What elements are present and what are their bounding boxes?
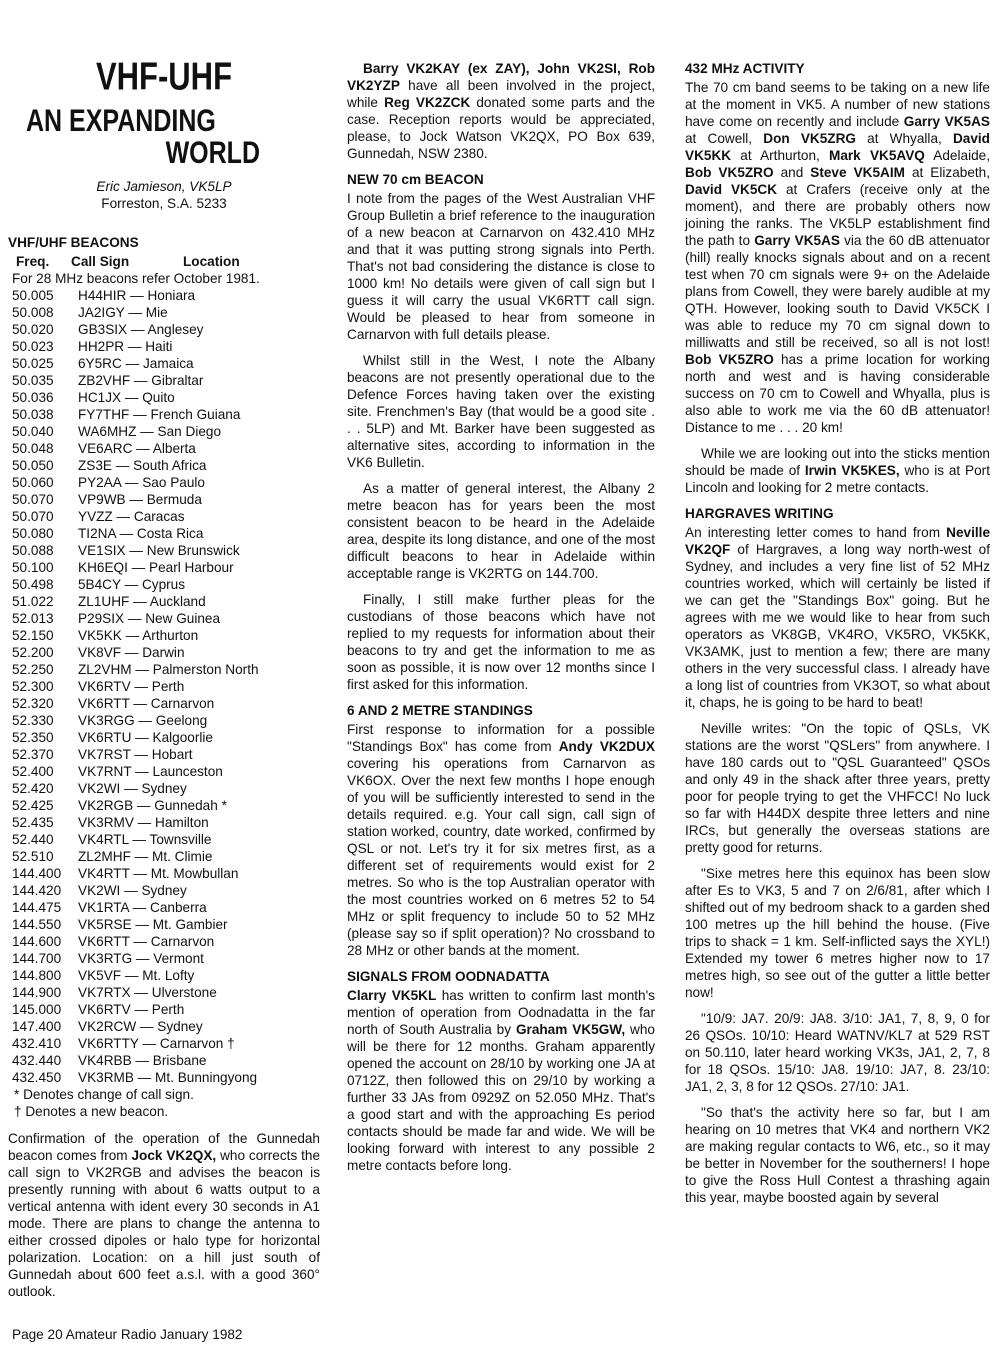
beacon-row [12, 457, 320, 474]
beacon-row [12, 814, 320, 831]
beacon-freq: 52.320 [12, 696, 54, 711]
beacon-freq: 144.550 [12, 917, 62, 932]
beacon-freq: 52.425 [12, 798, 54, 813]
text-run: and [773, 165, 811, 180]
oodnadatta-heading: SIGNALS FROM OODNADATTA [347, 969, 550, 984]
beacon-freq: 50.100 [12, 560, 54, 575]
beacon-row [12, 712, 320, 729]
beacon-row [12, 321, 320, 338]
oodnadatta-p1d: who will be there for 12 months. Graham apparently opened the account on 28/10 by working one JA at 0712Z, then followed this on 29/10 by working a further 33 JAs from 0929Z on 52.050 MHz. That's a good start and with the approaching Es period contacts should be made far and wide. We will be looking forward with interest to any possible 2 metre contacts before long. [347, 1022, 655, 1173]
article-title [8, 54, 320, 171]
beacon-freq: 50.020 [12, 322, 54, 337]
beacon-row [12, 542, 320, 559]
beacon-freq: 52.200 [12, 645, 54, 660]
beacon-freq: 52.330 [12, 713, 54, 728]
beacon-callsign-location: VK3RGG — Geelong [78, 713, 208, 728]
standings-p1a: First response to information for a possible "Standings Box" has come from [347, 722, 655, 754]
beacon-row [12, 695, 320, 712]
beacons-table-header [16, 253, 320, 270]
beacon-callsign-location: ZS3E — South Africa [78, 458, 207, 473]
beacon-callsign-location: H44HIR — Honiara [78, 288, 196, 303]
beacon-freq: 52.300 [12, 679, 54, 694]
beacon-freq: 52.420 [12, 781, 54, 796]
beacon-freq: 432.440 [12, 1053, 62, 1068]
text-run: Adelaide, [924, 148, 990, 163]
beacon-callsign-location: VK2WI — Sydney [78, 781, 187, 796]
title-line-3: WORLD [165, 135, 260, 171]
column-2 [347, 60, 655, 1183]
beacon-row [12, 525, 320, 542]
callsign-name: Reg VK2ZCK [384, 95, 471, 110]
beacon-freq: 52.400 [12, 764, 54, 779]
beacon-note-changed: * Denotes change of call sign. [14, 1087, 194, 1102]
beacon-row [12, 508, 320, 525]
callsign-name: Steve VK5AIM [810, 165, 905, 180]
text-run: Confirmation of the operation of the Gunnedah beacon comes from [8, 1131, 320, 1163]
oodnadatta-p1 [347, 987, 655, 1174]
beacon-row [12, 831, 320, 848]
beacon-row [12, 304, 320, 321]
beacon-freq: 52.350 [12, 730, 54, 745]
page-footer: Page 20 Amateur Radio January 1982 [12, 1327, 243, 1342]
text-run: at Crafers (receive only at the moment), and there are probably others now joining the ranks. The VK5LP establishment find the path to [685, 182, 990, 248]
oodnadatta-clarry: Clarry VK5KL [347, 988, 437, 1003]
beacon-callsign-location: VK3RTG — Vermont [78, 951, 204, 966]
beacon-row [12, 984, 320, 1001]
beacon-callsign-location: HH2PR — Haiti [78, 339, 173, 354]
beacon-freq: 432.410 [12, 1036, 62, 1051]
beacon-row [12, 644, 320, 661]
beacon-callsign-location: PY2AA — Sao Paulo [78, 475, 205, 490]
text-run: An interesting letter comes to hand from [685, 525, 947, 540]
beacon-freq: 52.150 [12, 628, 54, 643]
callsign-name: David VK5CK [685, 182, 778, 197]
standings-heading: 6 AND 2 METRE STANDINGS [347, 703, 533, 718]
byline-author: Eric Jamieson, VK5LP [96, 179, 232, 194]
beacon-freq: 50.050 [12, 458, 54, 473]
beacon-freq: 50.005 [12, 288, 54, 303]
beacon-callsign-location: ZL1UHF — Auckland [78, 594, 206, 609]
callsign-name: David VK5KK [685, 131, 990, 163]
beacon-row [12, 1069, 320, 1086]
beacon-row [12, 661, 320, 678]
beacon-callsign-location: VK5RSE — Mt. Gambier [78, 917, 228, 932]
beacon-row [12, 389, 320, 406]
oodnadatta-graham: Graham VK5GW, [515, 1022, 626, 1037]
text-run: at Elizabeth, [904, 165, 990, 180]
beacon-freq: 50.080 [12, 526, 54, 541]
beacon-row [12, 933, 320, 950]
beacon-callsign-location: VK7RST — Hobart [78, 747, 193, 762]
beacon-callsign-location: VK6RTTY — Carnarvon † [78, 1036, 235, 1051]
beacon-freq: 50.036 [12, 390, 54, 405]
beacon-freq: 51.022 [12, 594, 54, 609]
text-run: at Arthurton, [731, 148, 829, 163]
beacon-freq: 50.070 [12, 509, 54, 524]
beacons-heading: VHF/UHF BEACONS [8, 235, 139, 250]
beacon-row [12, 678, 320, 695]
beacon-callsign-location: VK7RTX — Ulverstone [78, 985, 217, 1000]
beacon-row [12, 287, 320, 304]
text-run: has a prime location for working north and west and is having considerable success on 70 cm to Cowell and Whyalla, plus is also able to work me via the 60 dB attenuator! Distance to me . . . 20 km! [685, 352, 990, 435]
beacon-freq: 50.060 [12, 475, 54, 490]
beacon-callsign-location: VK4RBB — Brisbane [78, 1053, 207, 1068]
column-3 [685, 60, 990, 1215]
beacon-row [12, 1052, 320, 1069]
beacon-row [12, 882, 320, 899]
standings-andy: Andy VK2DUX [558, 739, 655, 754]
beacon-callsign-location: VK3RMB — Mt. Bunningyong [78, 1070, 258, 1085]
activity432-p2 [685, 445, 990, 496]
hargraves-p5: "So that's the activity here so far, but I am hearing on 10 metres that VK4 and northern VK2 are making regular contacts to W6, etc., so it may be better in November for the southerners! I hope to give the Ross Hull Contest a thrashing again this year, maybe boosted again by several [685, 1105, 990, 1205]
beacon-row [12, 746, 320, 763]
column-1 [8, 54, 321, 1309]
beacon-callsign-location: VK1RTA — Canberra [78, 900, 207, 915]
beacon-callsign-location: WA6MHZ — San Diego [78, 424, 222, 439]
standings-p1c: covering his operations from Carnarvon as VK6OX. Over the next few months I hope enough of you will be sufficiently interested to send in the details required. e.g. Your call sign, call sign of station worked, country, date worked, confirmed by QSL or not. Let's try it for six metres first, as a different set of requirements would exist for 2 metres. So who is the top Australian operator with the most countries worked on 6 metres 52 to 54 MHz or split frequency to include 50 to 52 MHz (please say so if split operation)? No crossband to 28 MHz or other bands at the moment. [347, 756, 655, 958]
text-run: at Cowell, [685, 131, 764, 146]
beacon70-p1: I note from the pages of the West Australian VHF Group Bulletin a brief reference to the inauguration of a new beacon at Carnarvon on 432.410 MHz and that it was putting strong signals into Perth. That's not bad considering the distance is close to 1000 km! No details were given of call sign but I guess it will carry the usual VK6RTT call sign. Would be pleased to hear from someone in Carnarvon with full details please. [347, 191, 655, 342]
byline-location: Forreston, S.A. 5233 [101, 196, 227, 211]
beacon-callsign-location: VK2RCW — Sydney [78, 1019, 203, 1034]
beacon-row [12, 355, 320, 372]
beacon-callsign-location: VE1SIX — New Brunswick [78, 543, 240, 558]
text-run: of Hargraves, a long way north-west of Sydney, and includes a very fine list of 52 MHz countries worked, which will certainly be listed if we can get the "Standings Box" going. But he agrees with me we would like to hear from such operators as VK8GB, VK4RO, VK5RO, VK5KK, VK3AMK, just to mention a few; there are many others in the very successful class. I already have a long list of countries from VK3OT, so what about it, chaps, he is going to be hard to beat! [685, 542, 990, 710]
gunnedah-paragraph [8, 1130, 320, 1300]
beacon-row [12, 576, 320, 593]
beacon-callsign-location: VK7RNT — Launceston [78, 764, 223, 779]
beacon-row [12, 559, 320, 576]
beacon-freq: 50.088 [12, 543, 54, 558]
beacon-callsign-location: VK5VF — Mt. Lofty [78, 968, 195, 983]
beacon-freq: 52.440 [12, 832, 54, 847]
beacon-freq: 52.370 [12, 747, 54, 762]
beacon-callsign-location: VK3RMV — Hamilton [78, 815, 209, 830]
beacons-intro: For 28 MHz beacons refer October 1981. [12, 271, 260, 286]
text-run: The 70 cm band seems to be taking on a new life at the moment in VK5. A number of new stations have come on recently and include [685, 80, 990, 129]
beacon-freq: 147.400 [12, 1019, 62, 1034]
hargraves-heading: HARGRAVES WRITING [685, 506, 834, 521]
beacon-row [12, 899, 320, 916]
beacons-table [8, 287, 320, 1086]
beacon70-p3: As a matter of general interest, the Albany 2 metre beacon has for years been the most consistent beacon to be heard in the Adelaide area, despite its long distance, and one of the most difficult beacons to hear in Adelaide within acceptable range is VK2RTG on 144.700. [347, 481, 655, 581]
beacon-callsign-location: VK6RTT — Carnarvon [78, 696, 215, 711]
beacon-callsign-location: 5B4CY — Cyprus [78, 577, 186, 592]
beacon-freq: 50.023 [12, 339, 54, 354]
beacon-row [12, 797, 320, 814]
beacon-row [12, 763, 320, 780]
beacon-freq: 50.498 [12, 577, 54, 592]
beacon-callsign-location: VK5KK — Arthurton [78, 628, 199, 643]
activity432-heading: 432 MHz ACTIVITY [685, 61, 805, 76]
oodnadatta-p1b: has written to confirm last month's mention of operation from Oodnadatta in the far north of South Australia by [347, 988, 655, 1037]
beacon-row [12, 916, 320, 933]
beacon70-p2: Whilst still in the West, I note the Albany beacons are not presently operational due to the Defence Forces having taken over the existing site. Frenchmen's Bay (that would be a good site . . . 5LP) and Mt. Barker have been suggested as alternative sites, according to information in the VK6 Bulletin. [347, 353, 655, 470]
beacon-callsign-location: VK6RTV — Perth [78, 1002, 185, 1017]
beacon-row [12, 440, 320, 457]
beacon-freq: 50.025 [12, 356, 54, 371]
hargraves-p3: "Sixe metres here this equinox has been slow after Es to VK3, 5 and 7 on 2/6/81, after which I shifted out of my bedroom shack to a garden shed 100 metres up the hill behind the house. (Five trips to shack = 1 km. Self-inflicted says the XYL!) Extended my tower 6 metres higher now to 17 metres high, so see out of the gutter a little better now! [685, 866, 990, 1000]
beacon-callsign-location: ZB2VHF — Gibraltar [78, 373, 204, 388]
beacon-callsign-location: JA2IGY — Mie [78, 305, 168, 320]
beacon-freq: 52.013 [12, 611, 54, 626]
beacon-freq: 50.048 [12, 441, 54, 456]
callsign-name: Irwin VK5KES, [804, 463, 900, 478]
callsign-name: Jock VK2QX, [131, 1148, 217, 1163]
beacon-callsign-location: VK6RTU — Kalgoorlie [78, 730, 213, 745]
beacon-row [12, 474, 320, 491]
callsign-name: Mark VK5AVQ [829, 148, 925, 163]
beacon-callsign-location: VP9WB — Bermuda [78, 492, 202, 507]
project-credits-paragraph [347, 60, 655, 162]
callsign-name: Garry VK5AS [754, 233, 840, 248]
beacon-freq: 144.800 [12, 968, 62, 983]
beacon-callsign-location: VK4RTT — Mt. Mowbullan [78, 866, 239, 881]
title-line-1: VHF-UHF [95, 54, 233, 99]
beacon-freq: 144.475 [12, 900, 62, 915]
beacon-callsign-location: YVZZ — Caracas [78, 509, 185, 524]
beacon-freq: 145.000 [12, 1002, 62, 1017]
beacon-callsign-location: ZL2MHF — Mt. Climie [78, 849, 213, 864]
beacon-callsign-location: VK6RTV — Perth [78, 679, 185, 694]
beacon-callsign-location: VK8VF — Darwin [78, 645, 185, 660]
beacon-row [12, 967, 320, 984]
callsign-name: Bob VK5ZRO [685, 352, 774, 367]
beacon-callsign-location: TI2NA — Costa Rica [78, 526, 204, 541]
beacon-callsign-location: HC1JX — Quito [78, 390, 175, 405]
beacon-row [12, 372, 320, 389]
beacon-callsign-location: FY7THF — French Guiana [78, 407, 241, 422]
beacon-freq: 144.900 [12, 985, 62, 1000]
beacon-freq: 52.435 [12, 815, 54, 830]
beacon-note-new: † Denotes a new beacon. [14, 1104, 169, 1119]
beacon-freq: 50.008 [12, 305, 54, 320]
text-run: at Whyalla, [855, 131, 953, 146]
hargraves-p1 [685, 524, 990, 711]
beacon-row [12, 406, 320, 423]
beacon-callsign-location: VK2WI — Sydney [78, 883, 187, 898]
beacon-callsign-location: 6Y5RC — Jamaica [78, 356, 194, 371]
beacon-row [12, 338, 320, 355]
beacon-callsign-location: ZL2VHM — Palmerston North [78, 662, 259, 677]
beacon-callsign-location: VK4RTL — Townsville [78, 832, 212, 847]
beacon-freq: 52.510 [12, 849, 54, 864]
beacon-row [12, 950, 320, 967]
beacon-freq: 144.700 [12, 951, 62, 966]
text-run: have all been involved in the project, while [347, 78, 655, 110]
beacon-callsign-location: GB3SIX — Anglesey [78, 322, 204, 337]
byline [8, 178, 320, 212]
beacon-callsign-location: VK2RGB — Gunnedah * [78, 798, 227, 813]
beacon-row [12, 593, 320, 610]
beacon70-p4: Finally, I still make further pleas for the custodians of those beacons which have not replied to my requests for information about their beacons to try and get the information to me as soon as possible, it is now over 12 months since I first asked for this information. [347, 592, 655, 692]
beacon-freq: 144.420 [12, 883, 62, 898]
beacon-row [12, 491, 320, 508]
beacon-freq: 50.040 [12, 424, 54, 439]
activity432-p1 [685, 79, 990, 436]
beacon-freq: 50.038 [12, 407, 54, 422]
callsign-name: Garry VK5AS [903, 114, 990, 129]
col-header-freq: Freq. [16, 254, 50, 269]
beacon-freq: 50.070 [12, 492, 54, 507]
beacon-row [12, 610, 320, 627]
col-header-callsign: Call Sign [71, 254, 130, 269]
beacon-freq: 50.035 [12, 373, 54, 388]
beacon-row [12, 848, 320, 865]
beacon-freq: 432.450 [12, 1070, 62, 1085]
beacon-row [12, 1001, 320, 1018]
text-run: who is at Port Lincoln and looking for 2 metre contacts. [685, 463, 990, 495]
text-run: via the 60 dB attenuator (hill) really knocks signals about and on a recent test when 70 cm signals were 9+ on the Adelaide plans from Cowell, they were barely audible at my QTH. However, looking south to David VK5CK I was able to reduce my 70 cm signal down to milliwatts and still be received, so all is not lost! [685, 233, 990, 350]
beacon-row [12, 1035, 320, 1052]
title-line-2: AN EXPANDING [26, 103, 216, 139]
standings-p1 [347, 721, 655, 959]
beacon-row [12, 865, 320, 882]
text-run: While we are looking out into the sticks mention should be made of [685, 446, 990, 478]
beacon-freq: 144.400 [12, 866, 62, 881]
beacon-freq: 52.250 [12, 662, 54, 677]
beacon-row [12, 423, 320, 440]
beacon-row [12, 729, 320, 746]
beacon-row [12, 1018, 320, 1035]
hargraves-p4: "10/9: JA7. 20/9: JA8. 3/10: JA1, 7, 8, 9, 0 for 26 QSOs. 10/10: Heard WATNV/KL7 at 529 RST on 50.110, later heard working VK3s, JA1, 2, 7, 8 for 18 QSOs. 15/10: JA8. 19/10: JA7, 8. 23/10: JA1, 2, 3, 8 for 12 QSOs. 27/10: JA1. [685, 1011, 990, 1094]
text-run: donated some parts and the case. Reception reports would be appreciated, please, to Jock Watson VK2QX, PO Box 639, Gunnedah, NSW 2380. [347, 95, 655, 161]
text-run: who corrects the call sign to VK2RGB and advises the beacon is presently running with about 6 watts output to a vertical antenna with ident every 30 seconds in A1 mode. There are plans to change the antenna to either crossed dipoles or halo type for horizontal polarization. Location: on a hill just south of Gunnedah about 600 feet a.s.l. with a good 360° outlook. [8, 1148, 321, 1299]
beacon-row [12, 780, 320, 797]
beacon70-heading: NEW 70 cm BEACON [347, 172, 484, 187]
beacon-callsign-location: P29SIX — New Guinea [78, 611, 221, 626]
hargraves-p2: Neville writes: "On the topic of QSLs, VK stations are the worst "QSLers" from anywhere. I have 180 cards out to "QSL Guaranteed" QSOs and only 49 in the shack after three years, pretty poor for people trying to get the VHFCC! No luck so far with H44DX despite three letters and nine IRCs, but generally the overseas stations are pretty good for returns. [685, 721, 990, 855]
callsign-name: Neville VK2QF [685, 525, 990, 557]
col-header-location: Location [183, 254, 240, 269]
callsign-name: Barry VK2KAY (ex ZAY), John VK2SI, Rob VK2YZP [347, 61, 655, 93]
callsign-name: Don VK5ZRG [763, 131, 856, 146]
beacon-callsign-location: VE6ARC — Alberta [78, 441, 196, 456]
beacon-callsign-location: VK6RTT — Carnarvon [78, 934, 215, 949]
callsign-name: Bob VK5ZRO [685, 165, 774, 180]
beacon-freq: 144.600 [12, 934, 62, 949]
beacon-row [12, 627, 320, 644]
beacon-callsign-location: KH6EQI — Pearl Harbour [78, 560, 234, 575]
